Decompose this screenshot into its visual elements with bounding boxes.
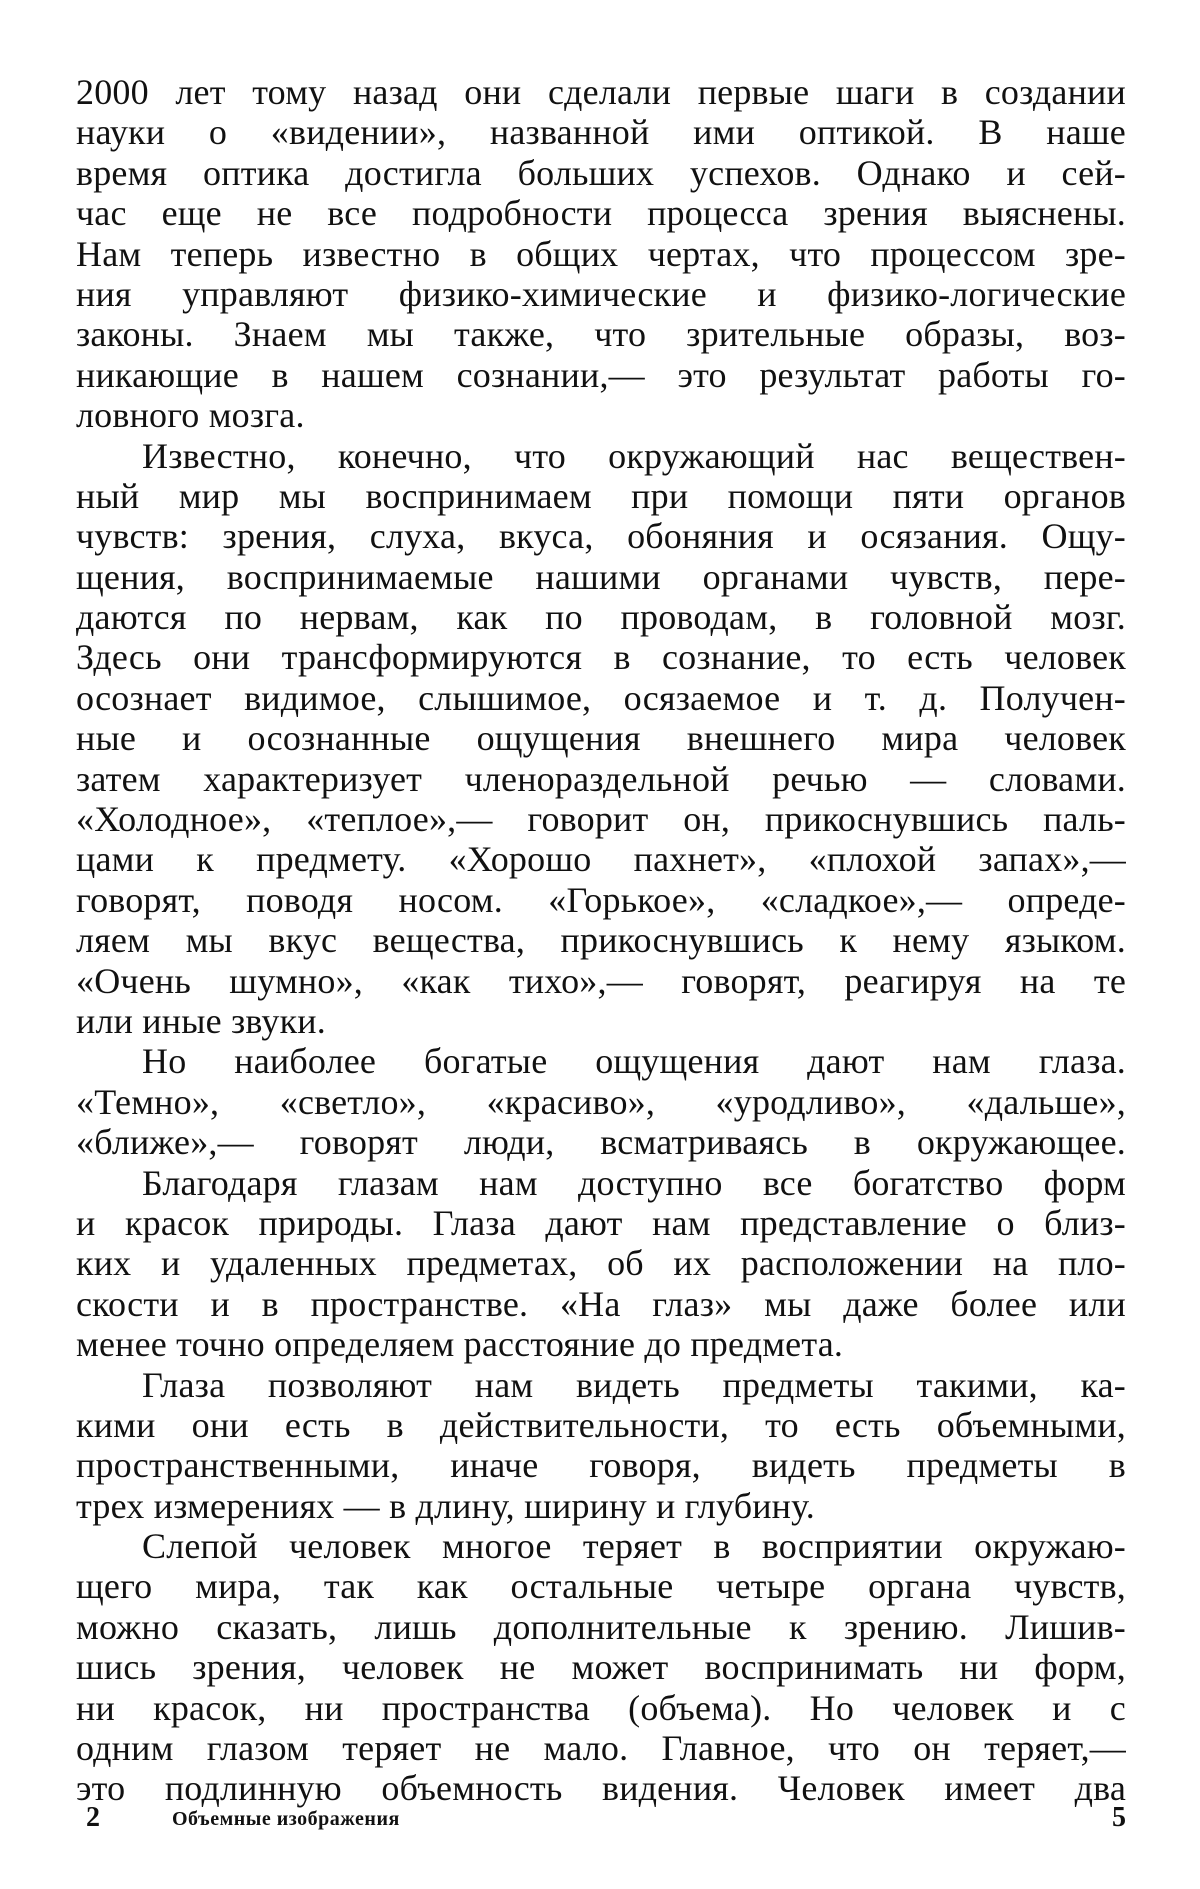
text-line: ловного мозга. [76,395,305,436]
text-line: Нам теперь известно в общих чертах, что процессом зре- [76,233,1126,274]
text-line: Здесь они трансформируются в сознание, то есть человек [76,637,1126,678]
text-line: осознает видимое, слышимое, осязаемое и т. д. Получен- [76,677,1126,718]
text-line: затем характеризует членораздельной речью — словами. [76,758,1126,799]
text-line: ляем мы вкус вещества, прикоснувшись к нему языком. [76,920,1126,961]
text-line: говорят, поводя носом. «Горькое», «сладкое»,— опреде- [76,879,1126,920]
text-line: Известно, конечно, что окружающий нас веществен- [142,435,1126,476]
text-line: одним глазом теряет не мало. Главное, что он теряет,— [76,1728,1126,1769]
text-line: цами к предмету. «Хорошо пахнет», «плохой запах»,— [76,839,1126,880]
text-line: Глаза позволяют нам видеть предметы такими, ка- [142,1364,1126,1405]
text-line: ния управляют физико-химические и физико-логические [76,273,1126,314]
text-line: время оптика достигла больших успехов. Однако и сей- [76,152,1126,193]
text-line: шись зрения, человек не может воспринимать ни форм, [76,1647,1126,1688]
text-line: трех измерениях — в длину, ширину и глубину. [76,1485,815,1526]
text-line: и красок природы. Глаза дают нам представление о близ- [76,1202,1126,1243]
text-line: законы. Знаем мы также, что зрительные образы, воз- [76,314,1126,355]
text-line: ные и осознанные ощущения внешнего мира человек [76,718,1126,759]
text-line: кими они есть в действительности, то есть объемными, [76,1404,1126,1445]
text-line: или иные звуки. [76,1000,326,1041]
text-line: щения, воспринимаемые нашими органами чувств, пере- [76,556,1126,597]
text-line: «Холодное», «теплое»,— говорит он, прикоснувшись паль- [76,799,1126,840]
text-line: «Очень шумно», «как тихо»,— говорят, реагируя на те [76,960,1126,1001]
text-line: ких и удаленных предметах, об их расположении на пло- [76,1243,1126,1284]
text-line: ни красок, ни пространства (объема). Но человек и с [76,1687,1126,1728]
page-footer [86,1802,1126,1842]
text-line: 2000 лет тому назад они сделали первые шаги в создании [76,72,1126,112]
text-line: никающие в нашем сознании,— это результат работы го- [76,354,1126,395]
text-line: можно сказать, лишь дополнительные к зрению. Лишив- [76,1606,1126,1647]
text-line: «Темно», «светло», «красиво», «уродливо», «дальше», [76,1081,1126,1122]
text-line: щего мира, так как остальные четыре органа чувств, [76,1566,1126,1607]
signature-title: Объемные изображения [172,1808,400,1830]
signature-number: 2 [86,1802,100,1833]
text-line: ный мир мы воспринимаем при помощи пяти органов [76,475,1126,516]
text-line: пространственными, иначе говоря, видеть предметы в [76,1445,1126,1486]
text-line: это подлинную объемность видения. Человек имеет два [76,1768,1126,1809]
text-line: Слепой человек многое теряет в восприятии окружаю- [142,1526,1126,1567]
text-line: Благодаря глазам нам доступно все богатство форм [142,1162,1126,1203]
text-line: даются по нервам, как по проводам, в головной мозг. [76,597,1126,638]
text-line: час еще не все подробности процесса зрения выяснены. [76,193,1126,234]
text-line: Но наиболее богатые ощущения дают нам глаза. [142,1041,1126,1082]
text-line: чувств: зрения, слуха, вкуса, обоняния и осязания. Ощу- [76,516,1126,557]
text-line: скости и в пространстве. «На глаз» мы даже более или [76,1283,1126,1324]
text-line: науки о «видении», названной ими оптикой. В наше [76,112,1126,153]
page-body [76,72,1126,1809]
page-number: 5 [1112,1802,1126,1833]
text-line: менее точно определяем расстояние до предмета. [76,1324,844,1365]
text-line: «ближе»,— говорят люди, всматриваясь в окружающее. [76,1122,1126,1163]
